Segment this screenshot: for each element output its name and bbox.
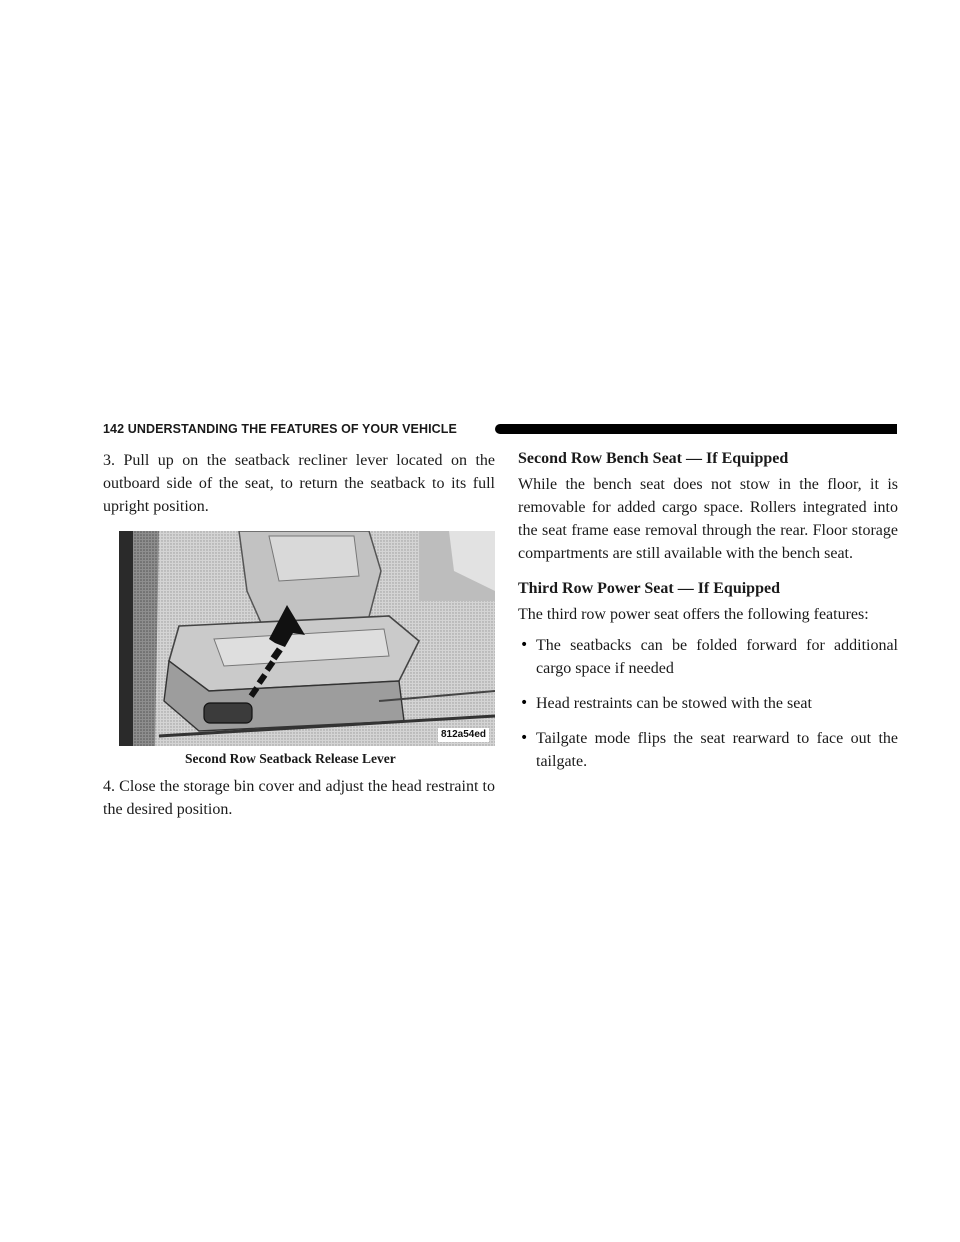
feature-text: Head restraints can be stowed with the seat — [536, 695, 812, 712]
seat-lever-drawing — [119, 531, 495, 746]
step-4-text: 4. Close the storage bin cover and adjust the head restraint to the desired position. — [103, 778, 495, 818]
power-seat-heading: Third Row Power Seat — If Equipped — [518, 580, 780, 597]
feature-text: The seatbacks can be folded forward for additional cargo space if needed — [536, 637, 898, 677]
header-rule-bar — [495, 424, 897, 434]
bullet-icon: • — [520, 730, 529, 746]
bench-seat-heading: Second Row Bench Seat — If Equipped — [518, 450, 789, 467]
step-3-text: 3. Pull up on the seatback recliner lever located on the outboard side of the seat, to return the seatback to its full upright position. — [103, 452, 495, 515]
bullet-icon: • — [520, 637, 529, 653]
figure-code: 812a54ed — [438, 728, 489, 742]
list-item — [518, 634, 898, 680]
list-item — [518, 692, 898, 715]
figure-caption: Second Row Seatback Release Lever — [185, 751, 396, 766]
page-header — [103, 421, 897, 437]
seat-illustration — [119, 531, 495, 746]
power-seat-intro: The third row power seat offers the following features: — [518, 606, 869, 623]
right-column — [518, 449, 898, 785]
feature-list — [518, 634, 898, 773]
bench-seat-text: While the bench seat does not stow in the floor, it is removable for added cargo space. Rollers integrated into the seat frame ease removal through the rear. Floor storage compartments are still available with the bench seat. — [518, 476, 898, 562]
feature-text: Tailgate mode flips the seat rearward to face out the tailgate. — [536, 730, 898, 770]
left-column — [103, 449, 495, 821]
list-item — [518, 727, 898, 773]
bullet-icon: • — [520, 695, 529, 711]
page-header-text: 142 UNDERSTANDING THE FEATURES OF YOUR VEHICLE — [103, 422, 457, 436]
